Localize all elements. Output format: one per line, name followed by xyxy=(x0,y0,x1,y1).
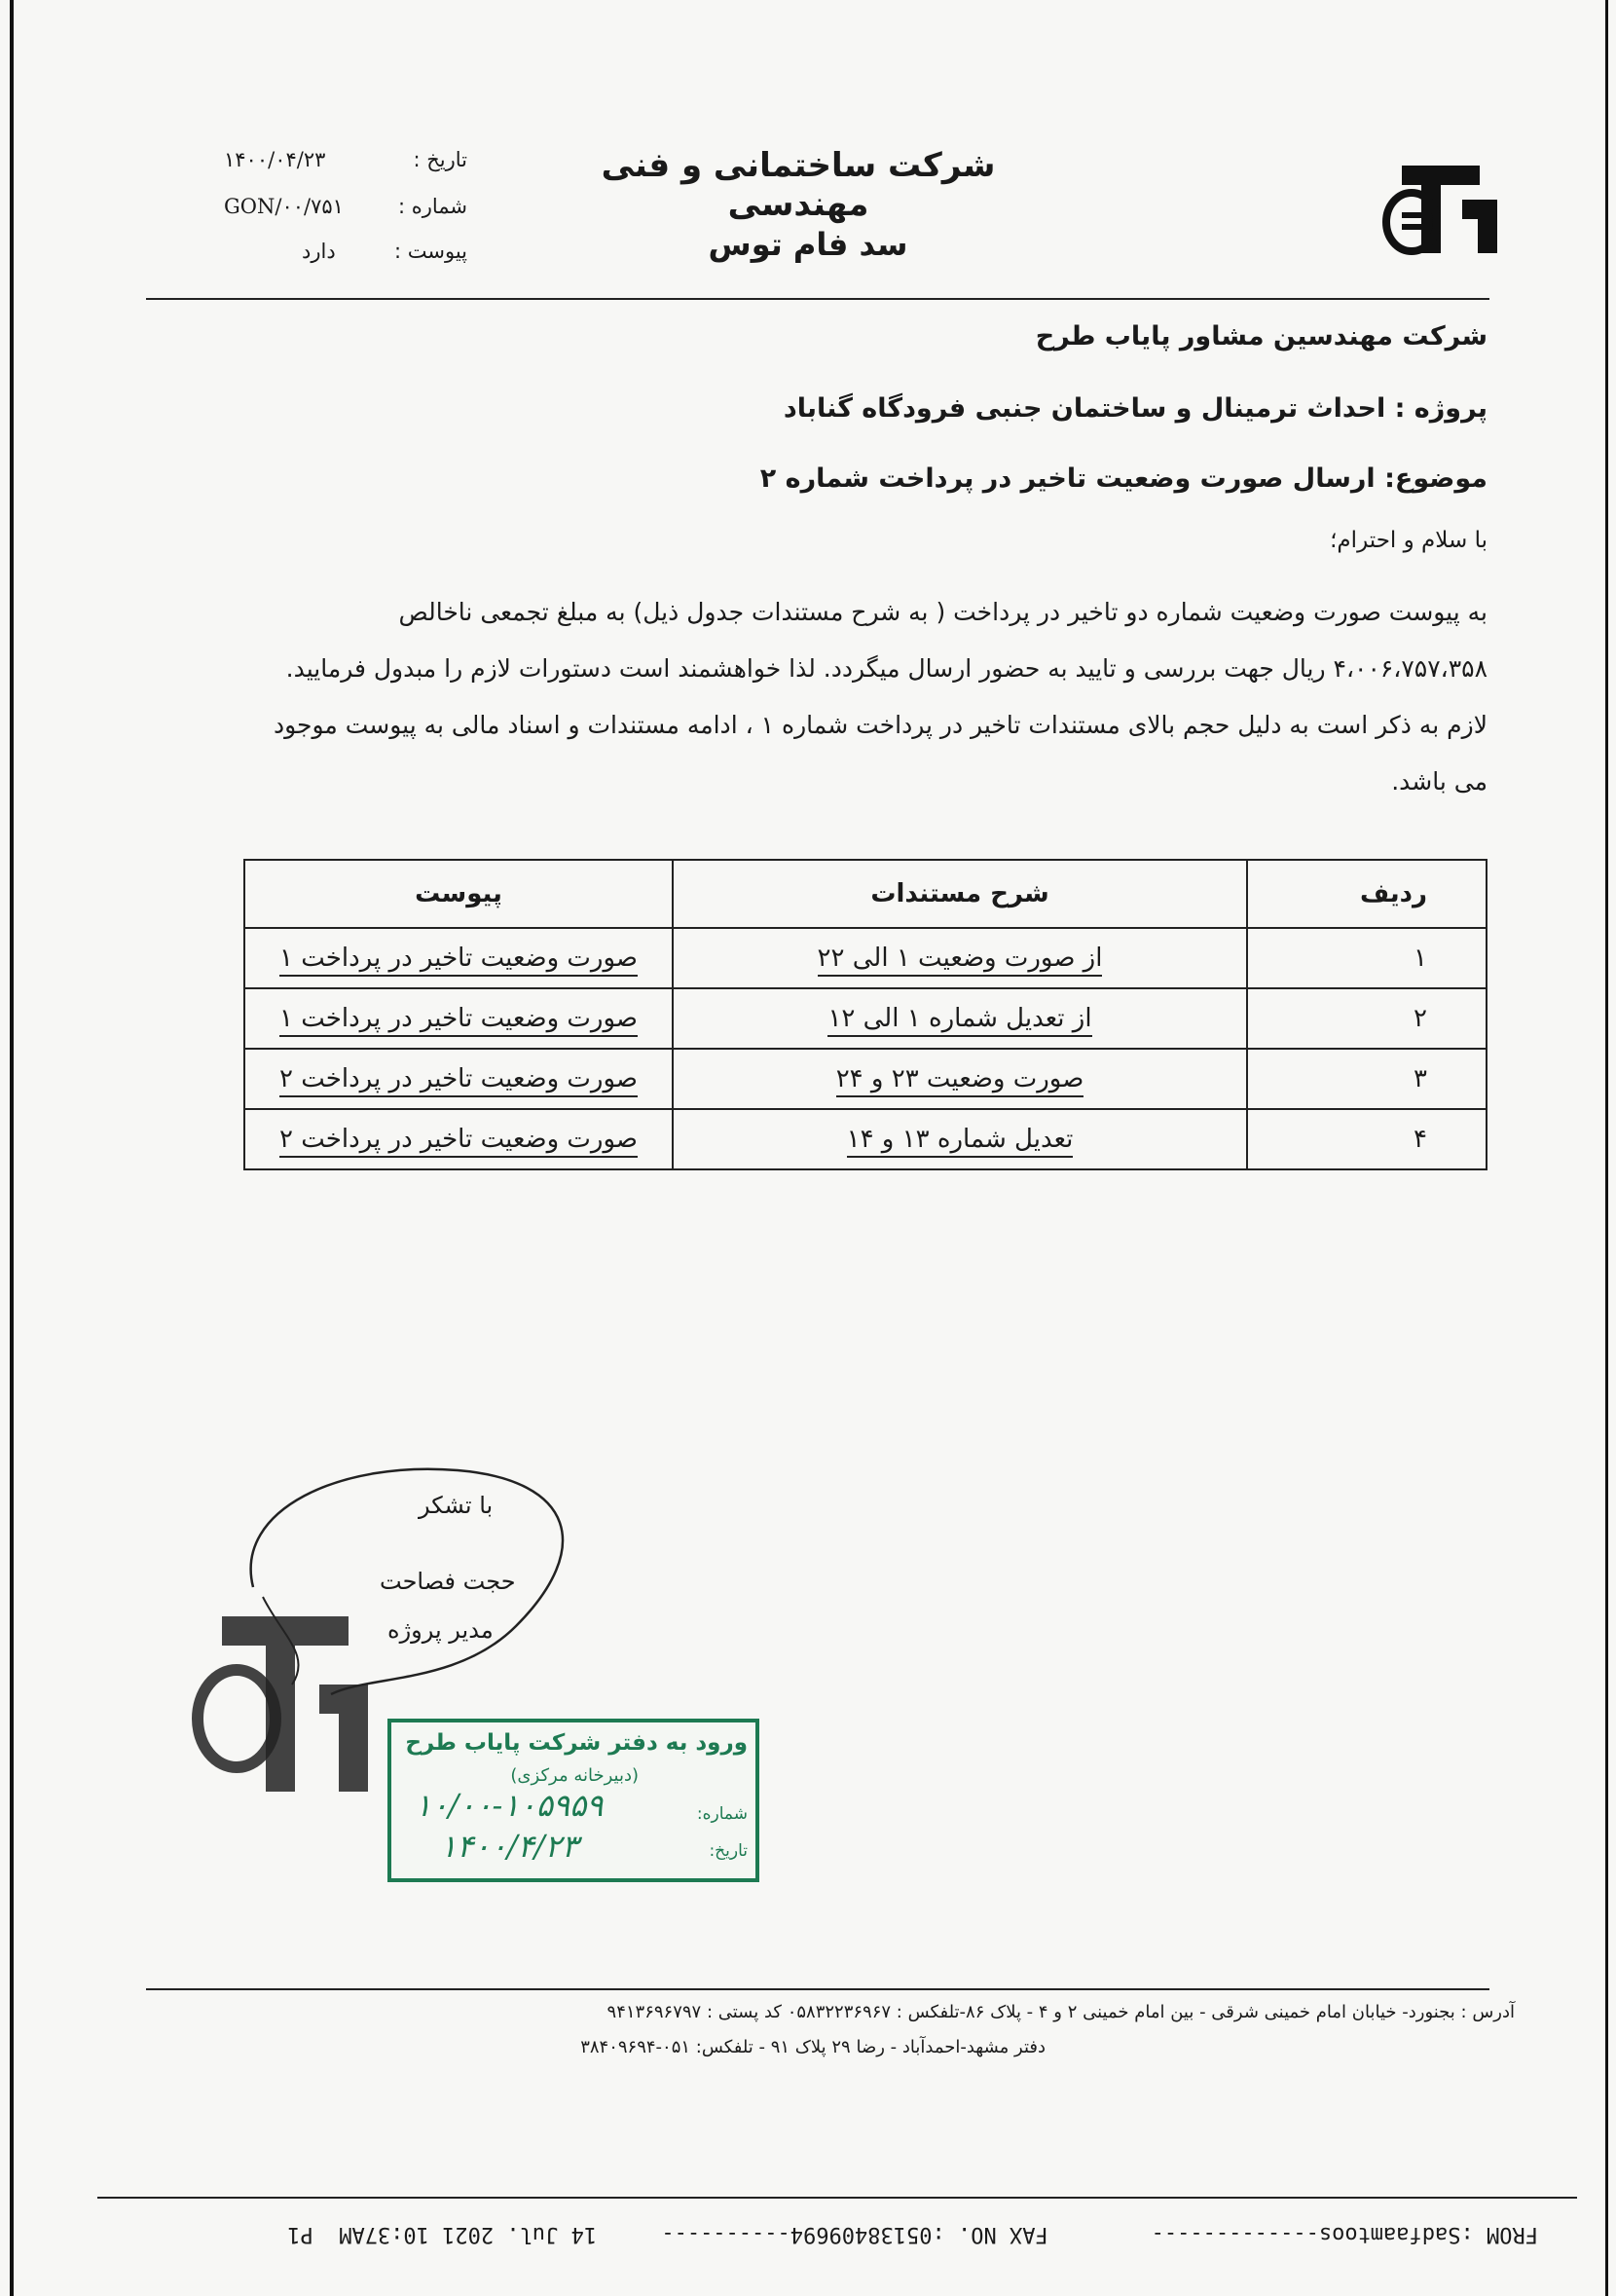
number-row xyxy=(204,195,467,224)
body-line-1: به پیوست صورت وضعیت شماره دو تاخیر در پرداخت ( به شرح مستندات جدول ذیل) به مبلغ تجمعی ناخالص xyxy=(398,598,1487,626)
scan-edge-right xyxy=(1605,0,1608,2296)
body-line-4: می باشد. xyxy=(1391,767,1487,796)
number-label: شماره : xyxy=(397,195,467,218)
number-value: GON/۰۰/۷۵۱ xyxy=(224,195,344,218)
cell-description: از تعدیل شماره ۱ الی ۱۲ xyxy=(827,1004,1091,1037)
stamp-date-value: ۱۴۰۰/۴/۲۳ xyxy=(440,1828,578,1865)
cell-row-number: ۲ xyxy=(1247,988,1487,1049)
body-line-2: ۴،۰۰۶،۷۵۷،۳۵۸ ریال جهت بررسی و تایید به حضور ارسال میگردد. لذا خواهشمند است دستورات لازم را مبدول فرمایید. xyxy=(285,654,1487,683)
cell-row-number: ۳ xyxy=(1247,1049,1487,1109)
date-row xyxy=(204,148,467,177)
cell-description: تعدیل شماره ۱۳ و ۱۴ xyxy=(847,1125,1074,1158)
footer-divider xyxy=(146,1988,1489,1990)
company-name: شرکت ساختمانی و فنی مهندسی xyxy=(601,146,996,224)
receipt-stamp xyxy=(387,1719,759,1882)
signer-name: حجت فصاحت xyxy=(380,1568,516,1595)
stamp-subtitle: (دبیرخانه مرکزی) xyxy=(510,1765,639,1786)
body-line-3: لازم به ذکر است به دلیل حجم بالای مستندات تاخیر در پرداخت شماره ۱ ، ادامه مستندات و اسناد مالی به پیوست موجود xyxy=(274,711,1487,739)
attachment-row xyxy=(204,240,467,269)
signer-title: مدیر پروژه xyxy=(387,1616,494,1644)
table-row xyxy=(244,1109,1487,1169)
date-label: تاریخ : xyxy=(413,148,467,171)
table-row xyxy=(244,928,1487,988)
subject-line: موضوع: ارسال صورت وضعیت تاخیر در پرداخت شماره ۲ xyxy=(759,463,1487,494)
table-header-row xyxy=(244,860,1487,928)
project-line: پروژه : احداث ترمینال و ساختمان جنبی فرودگاه گناباد xyxy=(783,393,1487,424)
table-row xyxy=(244,988,1487,1049)
header-attachment: پیوست xyxy=(244,860,673,928)
stamp-number-value: ۱۰/۰۰-۱۰۵۹۵۹ xyxy=(415,1787,604,1824)
recipient: شرکت مهندسین مشاور پایاب طرح xyxy=(1035,321,1487,352)
project-name-header: سد فام توس xyxy=(708,226,908,263)
attachment-value: دارد xyxy=(302,240,336,263)
closing-thanks: با تشکر xyxy=(419,1492,494,1519)
attachment-label: پیوست : xyxy=(394,240,467,263)
fax-divider xyxy=(97,2197,1577,2199)
cell-attachment: صورت وضعیت تاخیر در پرداخت ۲ xyxy=(279,1064,638,1097)
date-value: ۱۴۰۰/۰۴/۲۳ xyxy=(224,148,326,171)
address-line-1: آدرس : بجنورد- خیابان امام خمینی شرقی - بین امام خمینی ۲ و ۴ - پلاک ۸۶-تلفکس : ۰۵۸۳۲۲۳۶۹۶۷ کد پستی : ۹۴۱۳۶۹۶۷۹۷ xyxy=(606,2002,1515,2022)
cell-row-number: ۴ xyxy=(1247,1109,1487,1169)
company-logo-icon xyxy=(1373,146,1519,273)
cell-description: صورت وضعیت ۲۳ و ۲۴ xyxy=(836,1064,1084,1097)
documents-table xyxy=(243,859,1487,1170)
table-row xyxy=(244,1049,1487,1109)
cell-attachment: صورت وضعیت تاخیر در پرداخت ۲ xyxy=(279,1125,638,1158)
cell-description: از صورت وضعیت ۱ الی ۲۲ xyxy=(818,944,1103,977)
cell-attachment: صورت وضعیت تاخیر در پرداخت ۱ xyxy=(279,944,638,977)
greeting: با سلام و احترام؛ xyxy=(1330,528,1487,553)
company-seal-icon xyxy=(183,1607,378,1811)
address-line-2: دفتر مشهد-احمدآباد - رضا ۲۹ پلاک ۹۱ - تلفکس: ۰۵۱-۳۸۴۰۹۶۹۴ xyxy=(580,2037,1046,2057)
header-row-number: ردیف xyxy=(1247,860,1487,928)
stamp-title: ورود به دفتر شرکت پایاب طرح xyxy=(405,1730,748,1756)
stamp-number-label: شماره: xyxy=(696,1804,748,1824)
cell-attachment: صورت وضعیت تاخیر در پرداخت ۱ xyxy=(279,1004,638,1037)
header-divider xyxy=(146,298,1489,300)
stamp-date-label: تاریخ: xyxy=(709,1841,748,1861)
cell-row-number: ۱ xyxy=(1247,928,1487,988)
scan-edge-left xyxy=(10,0,14,2296)
fax-transmission-header: FROM :Sadfaamtoos------------- FAX NO. :05138409694---------- 14 Jul. 2021 10:37AM P1 xyxy=(287,2222,1538,2246)
header-description: شرح مستندات xyxy=(673,860,1247,928)
